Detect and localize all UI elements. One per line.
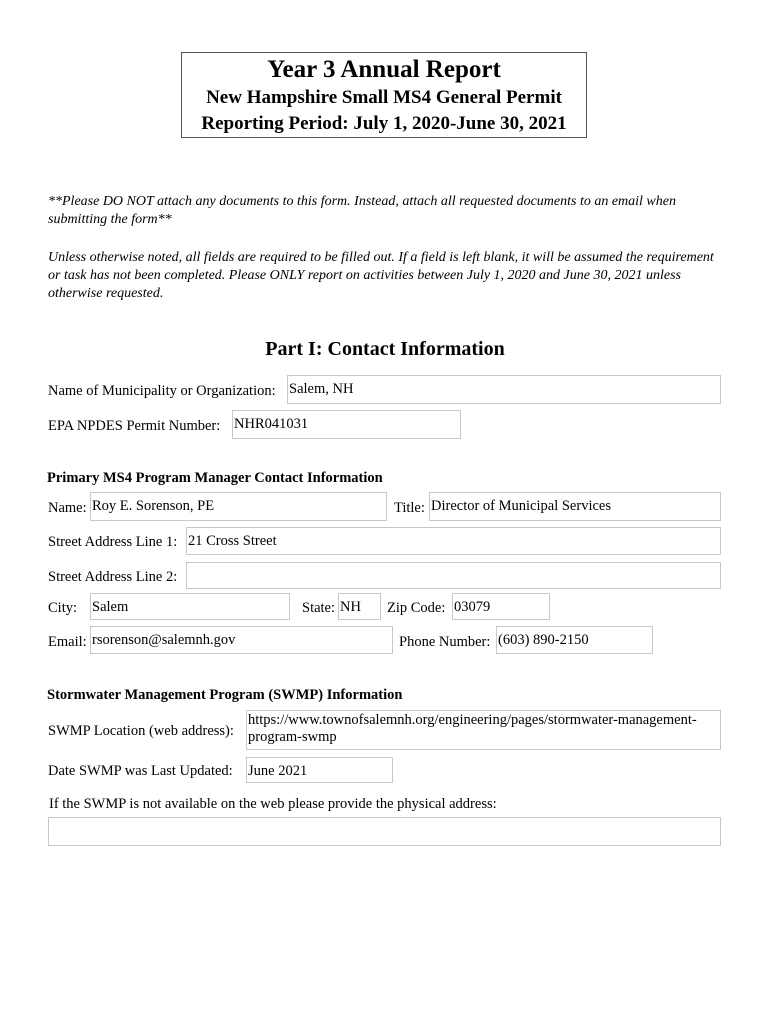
state-label: State:	[302, 600, 336, 616]
phone-field[interactable]: (603) 890-2150	[496, 626, 653, 654]
street1-label: Street Address Line 1:	[48, 534, 178, 550]
email-label: Email:	[48, 634, 87, 650]
street2-label: Street Address Line 2:	[48, 569, 178, 585]
swmp-location-field[interactable]: https://www.townofsalemnh.org/engineering/pages/stormwater-management-program-swmp	[246, 710, 721, 750]
city-label: City:	[48, 600, 78, 616]
permit-number-label: EPA NPDES Permit Number:	[48, 418, 221, 434]
attachment-note: **Please DO NOT attach any documents to this form. Instead, attach all requested documents to an email when submitting the form**	[48, 194, 676, 227]
part1-title: Part I: Contact Information	[265, 338, 505, 360]
report-title-box	[181, 52, 587, 138]
street1-field[interactable]: 21 Cross Street	[186, 527, 721, 555]
street2-field[interactable]	[186, 562, 721, 589]
required-fields-note: Unless otherwise noted, all fields are required to be filled out. If a field is left blank, it will be assumed the requirement or task has not been completed. Please ONLY report on activities between July 1, 2020 and June 30, 2021 unless otherwise requested.	[48, 250, 714, 301]
municipality-label: Name of Municipality or Organization:	[48, 383, 276, 399]
city-field[interactable]: Salem	[90, 593, 290, 620]
swmp-location-label: SWMP Location (web address):	[48, 723, 234, 739]
phone-label: Phone Number:	[399, 634, 491, 650]
zip-label: Zip Code:	[387, 600, 446, 616]
reporting-period: Reporting Period: July 1, 2020-June 30, 2021	[201, 113, 567, 134]
swmp-updated-label: Date SWMP was Last Updated:	[48, 763, 233, 779]
title-label: Title:	[394, 500, 425, 516]
manager-heading: Primary MS4 Program Manager Contact Information	[47, 470, 383, 486]
swmp-updated-field[interactable]: June 2021	[246, 757, 393, 783]
municipality-field[interactable]: Salem, NH	[287, 375, 721, 404]
swmp-heading: Stormwater Management Program (SWMP) Information	[47, 687, 403, 703]
zip-field[interactable]: 03079	[452, 593, 550, 620]
report-title: Year 3 Annual Report	[267, 56, 501, 83]
permit-title: New Hampshire Small MS4 General Permit	[206, 87, 562, 108]
physical-address-field[interactable]	[48, 817, 721, 846]
name-field[interactable]: Roy E. Sorenson, PE	[90, 492, 387, 521]
title-field[interactable]: Director of Municipal Services	[429, 492, 721, 521]
name-label: Name:	[48, 500, 87, 516]
permit-number-field[interactable]: NHR041031	[232, 410, 461, 439]
physical-address-label: If the SWMP is not available on the web please provide the physical address:	[49, 796, 497, 812]
state-field[interactable]: NH	[338, 593, 381, 620]
email-field[interactable]: rsorenson@salemnh.gov	[90, 626, 393, 654]
